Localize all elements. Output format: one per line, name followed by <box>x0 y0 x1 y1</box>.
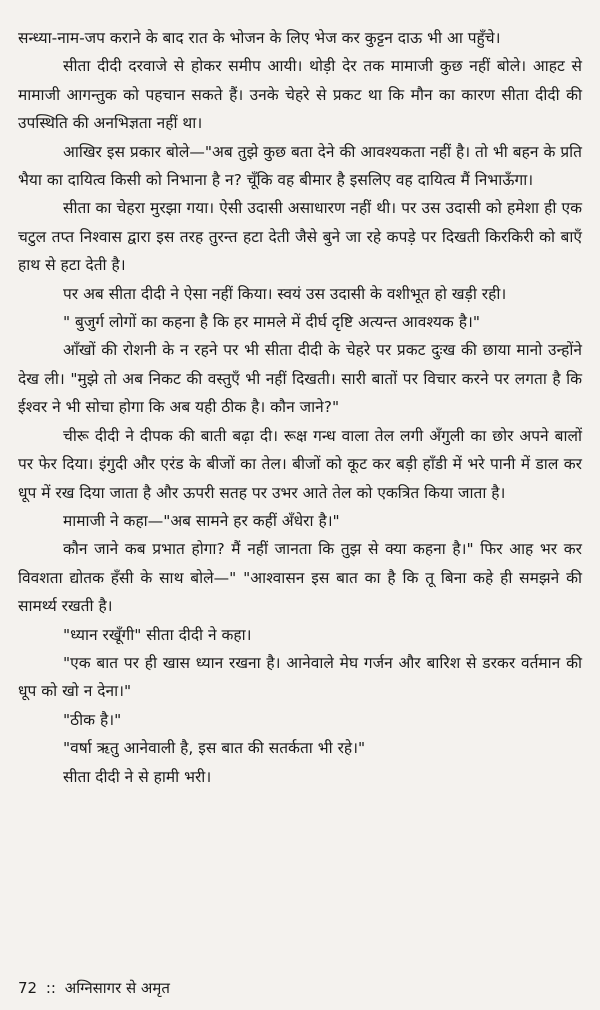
paragraph: सीता दीदी ने से हामी भरी। <box>63 767 212 786</box>
paragraph: "ध्यान रखूँगी" सीता दीदी ने कहा। <box>63 625 252 644</box>
paragraph: सन्ध्या-नाम-जप कराने के बाद रात के भोजन के लिए भेज कर कुट्टन दाऊ भी आ पहुँचे। <box>18 29 501 47</box>
paragraph: सीता दीदी दरवाजे से होकर समीप आयी। थोड़ी देर तक मामाजी कुछ नहीं बोले। आहट से मामाजी आगन्तुक को पहचान सकते हैं। उनके चेहरे से प्रकट था कि मौन का कारण सीता दीदी की उपस्थिति की अनभिज्ञता नहीं था। <box>18 57 582 133</box>
body-text <box>18 24 582 791</box>
paragraph: कौन जाने कब प्रभात होगा? मैं नहीं जानता कि तुझ से क्या कहना है।" फिर आह भर कर विवशता द्योतक हँसी के साथ बोले—" "आश्वासन इस बात का है कि तू बिना कहे ही समझने की सामर्थ्य रखती है। <box>18 540 582 616</box>
paragraph: "एक बात पर ही खास ध्यान रखना है। आनेवाले मेघ गर्जन और बारिश से डरकर वर्तमान की धूप को खो न देना।" <box>18 653 582 701</box>
paragraph: चीरू दीदी ने दीपक की बाती बढ़ा दी। रूक्ष गन्ध वाला तेल लगी अँगुली का छोर अपने बालों पर फेर दिया। इंगुदी और एरंड के बीजों का तेल। बीजों को कूट कर बड़ी हाँडी में भरे पानी में डाल कर धूप में रख दिया जाता है और ऊपरी सतह पर उभर आते तेल को एकत्रित किया जाता है। <box>18 426 582 502</box>
paragraph: "वर्षा ऋतु आनेवाली है, इस बात की सतर्कता भी रहे।" <box>63 739 366 758</box>
paragraph: सीता का चेहरा मुरझा गया। ऐसी उदासी असाधारण नहीं थी। पर उस उदासी को हमेशा ही एक चटुल तप्त निश्वास द्वारा इस तरह तुरन्त हटा देती जैसे बुने जा रहे कपड़े पर दिखती किरकिरी को बाएँ हाथ से हटा देती है। <box>18 199 582 275</box>
paragraph: पर अब सीता दीदी ने ऐसा नहीं किया। स्वयं उस उदासी के वशीभूत हो खड़ी रही। <box>63 284 507 303</box>
paragraph: मामाजी ने कहा—"अब सामने हर कहीं अँधेरा है।" <box>63 511 340 530</box>
paragraph: आखिर इस प्रकार बोले—"अब तुझे कुछ बता देने की आवश्यकता नहीं है। तो भी बहन के प्रति भैया का दायित्व किसी को निभाना है न? चूँकि वह बीमार है इसलिए वह दायित्व मैं निभाऊँगा। <box>18 142 582 190</box>
paragraph: " बुजुर्ग लोगों का कहना है कि हर मामले में दीर्घ दृष्टि अत्यन्त आवश्यक है।" <box>63 313 480 332</box>
paragraph: आँखों की रोशनी के न रहने पर भी सीता दीदी के चेहरे पर प्रकट दुःख की छाया मानो उन्होंने देख ली। "मुझे तो अब निकट की वस्तुएँ भी नहीं दिखती। सारी बातों पर विचार करने पर लगता है कि ईश्वर ने भी सोचा होगा कि अब यही ठीक है। कौन जाने?" <box>18 341 582 417</box>
footer-separator: :: <box>45 979 56 997</box>
page-number: 72 <box>18 979 38 997</box>
page-footer <box>18 978 170 998</box>
paragraph: "ठीक है।" <box>63 710 122 729</box>
running-title: अग्निसागर से अमृत <box>64 979 170 997</box>
